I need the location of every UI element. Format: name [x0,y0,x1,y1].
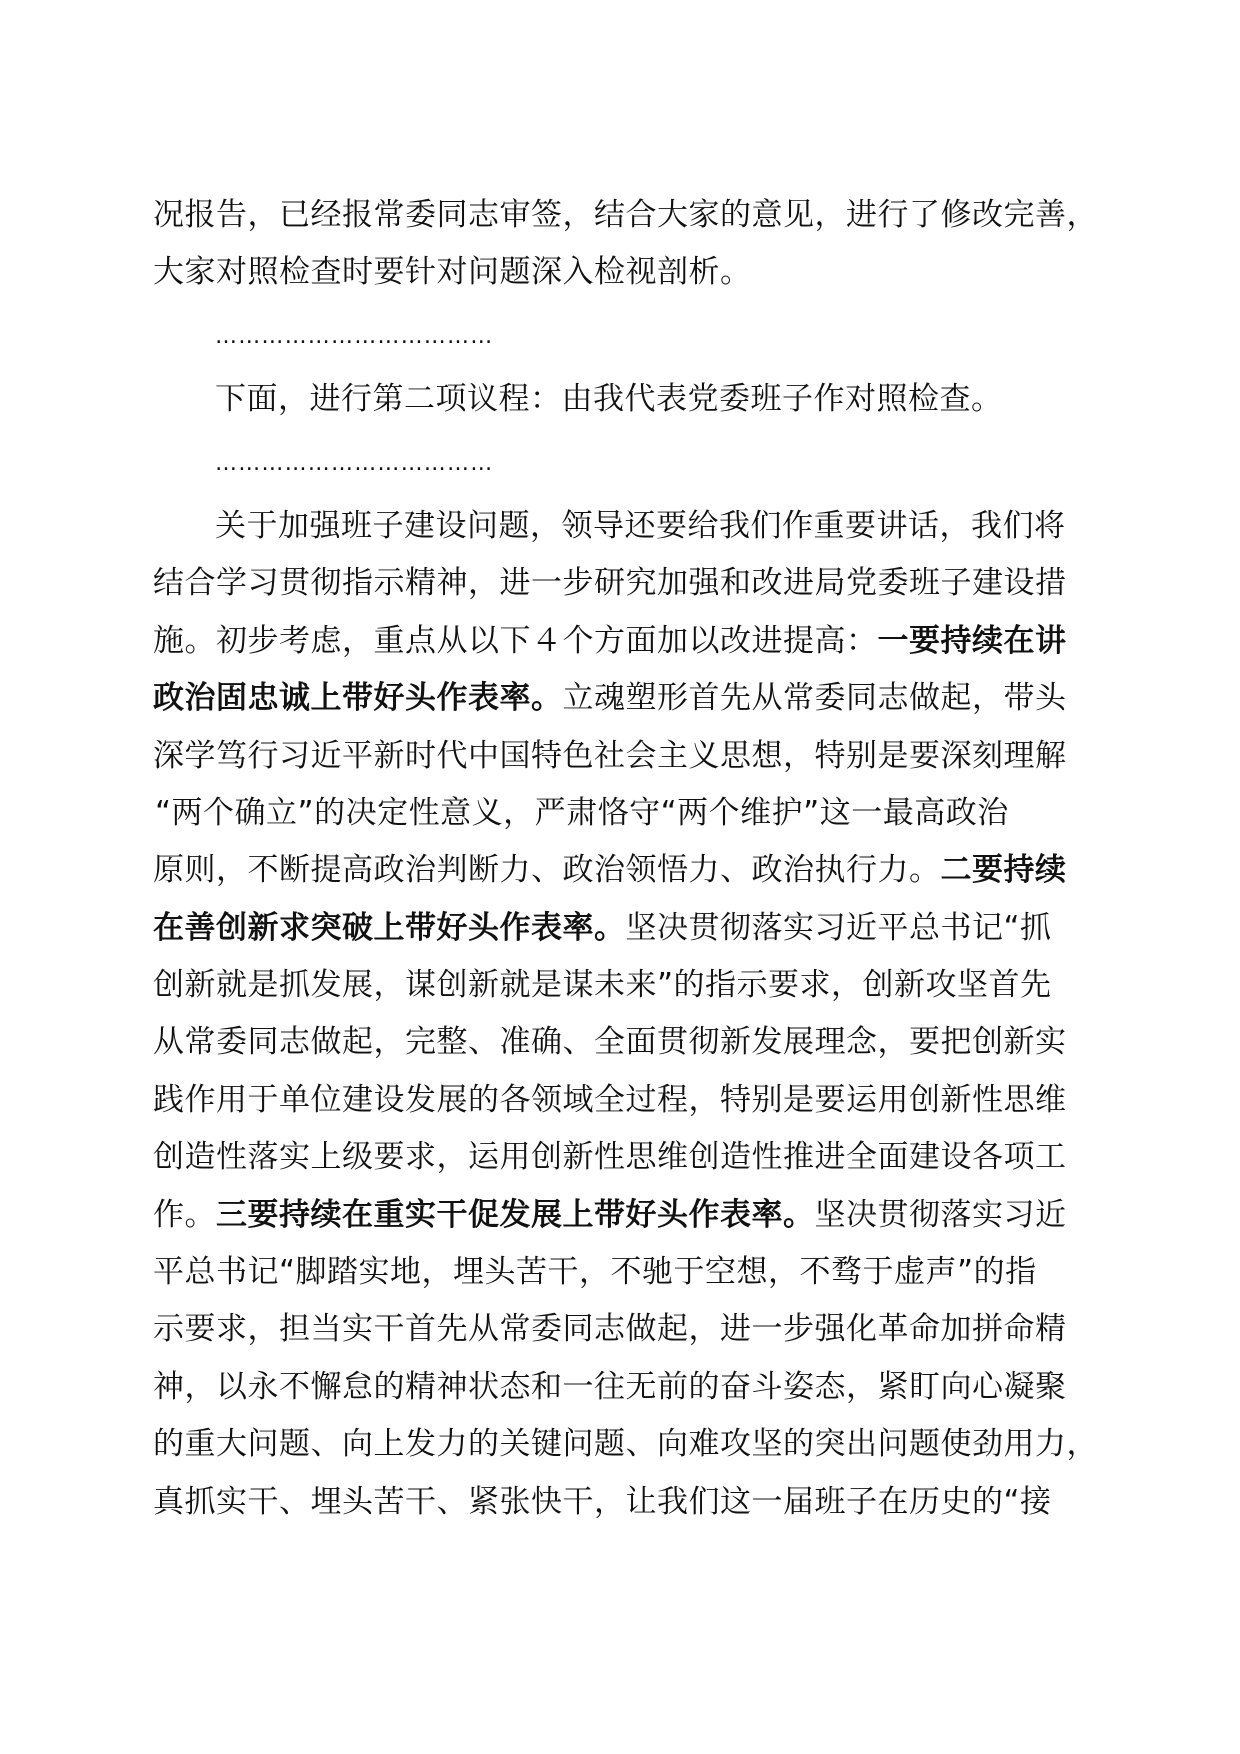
ellipsis-separator [153,308,1085,365]
text-run: 从常委同志做起，完整、准确、全面贯彻新发展理念，要把创新实 [153,1024,1067,1061]
paragraph-line [153,498,1085,555]
text-run: 施。初步考虑，重点从以下４个方面加以改进提高： [153,622,878,659]
text-run: 下面，进行第二项议程：由我代表党委班子作对照检查。 [215,381,1003,418]
paragraph-line [153,1244,1085,1301]
paragraph-line [153,842,1085,899]
paragraph-line [153,957,1085,1014]
paragraph-line [153,728,1085,785]
paragraph-line [153,1301,1085,1358]
ellipsis-text: ……………………………… [215,450,494,476]
paragraph-line [153,670,1085,727]
text-run: 坚决贯彻落实习近平总书记“抓 [625,909,1052,946]
text-run: 创造性落实上级要求，运用创新性思维创造性推进全面建设各项工 [153,1139,1067,1176]
ellipsis-separator [153,435,1085,492]
paragraph-line [153,1129,1085,1186]
bold-heading-run: 一要持续在讲 [877,622,1067,659]
bold-heading-run: 政治固忠诚上带好头作表率。 [153,680,563,717]
paragraph-line [153,613,1085,670]
paragraph-line [153,555,1085,612]
paragraph-line [153,1416,1098,1473]
text-run: 结合学习贯彻指示精神，进一步研究加强和改进局党委班子建设措 [153,565,1067,602]
text-run: 作。 [153,1196,216,1233]
agenda-line [153,371,1085,428]
document-page [153,187,1098,1531]
text-run: 况报告，已经报常委同志审签，结合大家的意见，进行了修改完善， [153,197,1098,233]
text-run: 创新就是抓发展，谋创新就是谋未来”的指示要求，创新攻坚首先 [153,967,1052,1004]
paragraph-line [153,244,1085,301]
ellipsis-text: ……………………………… [215,323,494,349]
text-run: 坚决贯彻落实习近 [814,1196,1067,1233]
text-run: 深学笃行习近平新时代中国特色社会主义思想，特别是要深刻理解 [153,737,1067,774]
text-run: 真抓实干、埋头苦干、紧张快干，让我们这一届班子在历史的“接 [153,1483,1052,1520]
text-run: 示要求，担当实干首先从常委同志做起，进一步强化革命加拼命精 [153,1311,1067,1348]
text-run: 平总书记“脚踏实地，埋头苦干，不驰于空想，不骛于虚声”的指 [153,1254,1037,1291]
text-run: 大家对照检查时要针对问题深入检视剖析。 [153,254,752,291]
paragraph-line [153,1072,1085,1129]
text-run: 神，以永不懈怠的精神状态和一往无前的奋斗姿态，紧盯向心凝聚 [153,1368,1067,1405]
text-run: 关于加强班子建设问题，领导还要给我们作重要讲话，我们将 [215,507,1066,544]
bold-heading-run: 二要持续 [940,852,1067,889]
text-run: 原则，不断提高政治判断力、政治领悟力、政治执行力。 [153,852,941,889]
bold-heading-run: 在善创新求突破上带好头作表率。 [153,909,626,946]
text-run: 的重大问题、向上发力的关键问题、向难攻坚的突出问题使劲用力， [153,1426,1098,1463]
text-run: 践作用于单位建设发展的各领域全过程，特别是要运用创新性思维 [153,1081,1067,1118]
bold-heading-run: 三要持续在重实干促发展上带好头作表率。 [216,1196,815,1233]
paragraph-line [153,1014,1085,1071]
text-run: 立魂塑形首先从常委同志做起，带头 [562,680,1067,717]
paragraph-line [153,900,1085,957]
paragraph-line [153,187,1098,244]
paragraph-line [153,1359,1085,1416]
paragraph-line [153,1474,1085,1531]
text-run: “两个确立”的决定性意义，严肃恪守“两个维护”这一最高政治 [155,794,1009,831]
paragraph-line [153,785,1085,842]
paragraph-line [153,1187,1085,1244]
